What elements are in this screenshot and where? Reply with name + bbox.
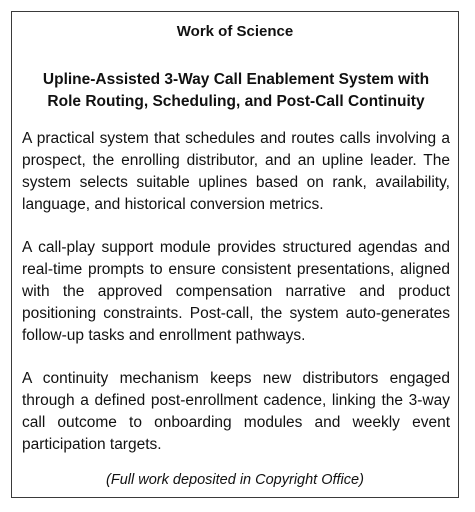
paragraph-3: A continuity mechanism keeps new distributors engaged through a defined post-enrollment cadence, linking the 3-way call outcome to onboarding modules and weekly event participation targets. [22,370,450,453]
paragraph-2: A call-play support module provides structured agendas and real-time prompts to ensure consistent presentations, aligned with the approved compensation narrative and product positioning constraints. Post-call, the system auto-generates follow-up tasks and enrollment pathways. [22,239,450,344]
document-frame [11,11,459,498]
paragraph-1: A practical system that schedules and routes calls involving a prospect, the enrolling distributor, and an upline leader. The system selects suitable uplines based on rank, availability, language, and historical conversion metrics. [22,130,450,213]
document-title: Upline-Assisted 3-Way Call Enablement System with Role Routing, Scheduling, and Post-Call Continuity [42,71,430,110]
document-heading: Work of Science [176,23,294,40]
deposit-note: (Full work deposited in Copyright Office) [106,472,364,488]
